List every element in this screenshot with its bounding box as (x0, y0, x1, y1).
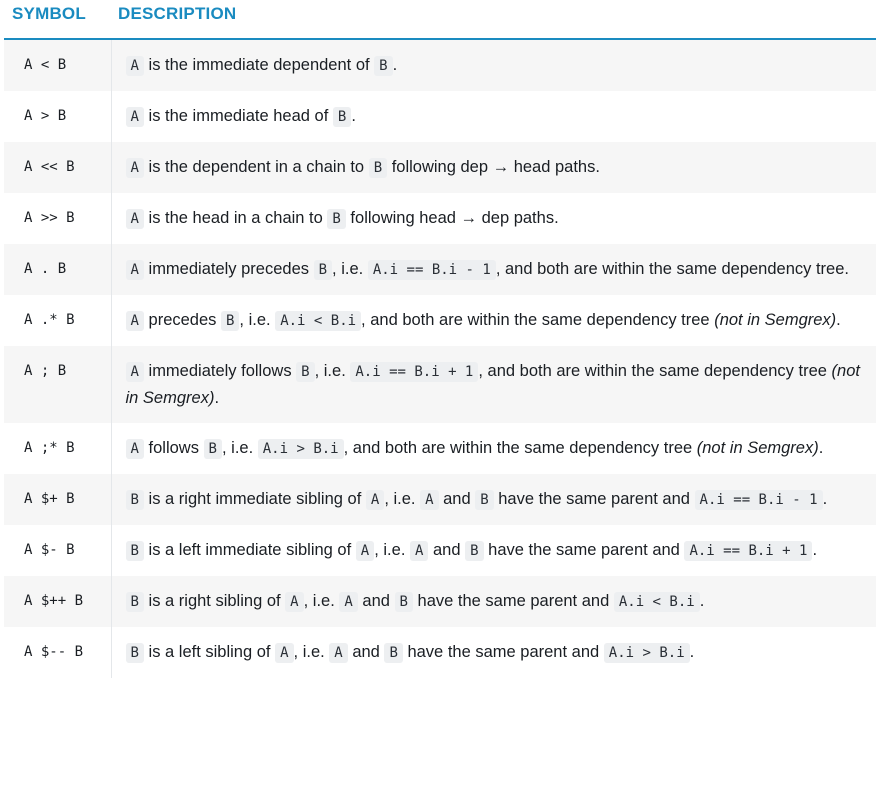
inline-code: B (374, 56, 392, 76)
table-row (4, 423, 876, 474)
inline-code: A (329, 643, 347, 663)
description-text: is the immediate dependent of (143, 56, 375, 74)
description-text: , and both are within the same dependency tree (343, 439, 697, 457)
description-text: have the same parent and (483, 541, 685, 559)
table-row (4, 576, 876, 627)
inline-code: B (126, 592, 144, 612)
symbol-cell: A ;* B (4, 423, 111, 474)
description-cell (111, 474, 876, 525)
symbol-cell: A . B (4, 244, 111, 295)
inline-code: B (221, 311, 239, 331)
description-text: . (812, 541, 818, 559)
symbol-cell: A $+ B (4, 474, 111, 525)
inline-code: A (339, 592, 357, 612)
inline-code: A.i == B.i + 1 (684, 541, 812, 561)
inline-code: A (126, 439, 144, 459)
inline-code: A (126, 362, 144, 382)
description-text: . (351, 107, 356, 125)
table-row (4, 474, 876, 525)
symbol-cell: A $-- B (4, 627, 111, 678)
description-text: have the same parent and (412, 592, 614, 610)
description-text: , i.e. (239, 311, 276, 329)
inline-code: A.i > B.i (258, 439, 344, 459)
inline-code: A (410, 541, 428, 561)
symbol-cell: A < B (4, 39, 111, 91)
description-text: is the head in a chain to (143, 209, 328, 227)
description-text: . (392, 56, 398, 74)
operator-table (4, 0, 876, 678)
inline-code: A.i == B.i - 1 (695, 490, 823, 510)
inline-code: B (126, 541, 144, 561)
table-row (4, 193, 876, 244)
description-cell (111, 627, 876, 678)
description-text: , i.e. (221, 439, 258, 457)
inline-code: B (475, 490, 493, 510)
inline-code: B (327, 209, 345, 229)
description-cell (111, 142, 876, 193)
symbol-cell: A $++ B (4, 576, 111, 627)
inline-code: B (126, 490, 144, 510)
inline-code: B (465, 541, 483, 561)
description-text: and (347, 643, 385, 661)
symbol-cell: A << B (4, 142, 111, 193)
inline-code: B (314, 260, 332, 280)
description-cell (111, 193, 876, 244)
inline-code: A (126, 107, 144, 127)
inline-code: A (366, 490, 384, 510)
description-text: , i.e. (303, 592, 340, 610)
description-text: is a right immediate sibling of (143, 490, 366, 508)
table-row (4, 346, 876, 423)
inline-code: A.i < B.i (275, 311, 361, 331)
inline-code: B (369, 158, 387, 178)
description-text: is the immediate head of (143, 107, 333, 125)
description-text: follows (143, 439, 204, 457)
header-row (4, 0, 876, 39)
inline-code: B (384, 643, 402, 663)
description-text: and (428, 541, 466, 559)
inline-code: A.i == B.i - 1 (368, 260, 496, 280)
table-row (4, 39, 876, 91)
inline-code: A (420, 490, 438, 510)
table-row (4, 295, 876, 346)
inline-code: A (126, 158, 144, 178)
description-text: immediately follows (143, 362, 297, 380)
description-text: , i.e. (314, 362, 351, 380)
inline-code: A (126, 56, 144, 76)
description-text: and (438, 490, 476, 508)
description-cell (111, 576, 876, 627)
description-text: immediately precedes (143, 260, 314, 278)
emphasis-text: (not in Semgrex) (696, 439, 819, 457)
table-row (4, 525, 876, 576)
description-cell (111, 346, 876, 423)
description-text: . (689, 643, 695, 661)
description-text: . (818, 439, 824, 457)
description-text: , and both are within the same dependency tree (478, 362, 832, 380)
description-text: . (836, 311, 841, 329)
inline-code: A (356, 541, 374, 561)
description-text: is a left immediate sibling of (143, 541, 356, 559)
table-row (4, 142, 876, 193)
description-text: and (357, 592, 395, 610)
description-text: . (699, 592, 705, 610)
description-text: following dep → head paths. (387, 158, 600, 176)
description-text: is a left sibling of (143, 643, 276, 661)
description-text: , i.e. (384, 490, 421, 508)
inline-code: A (285, 592, 303, 612)
inline-code: A (126, 209, 144, 229)
table-body (4, 39, 876, 678)
emphasis-text: (not in Semgrex) (125, 362, 860, 407)
inline-code: A (275, 643, 293, 663)
description-text: , and both are within the same dependency tree. (495, 260, 849, 278)
description-text: is a right sibling of (143, 592, 286, 610)
emphasis-text: (not in Semgrex) (714, 311, 837, 329)
symbol-cell: A >> B (4, 193, 111, 244)
description-text: , i.e. (332, 260, 368, 278)
description-cell (111, 244, 876, 295)
inline-code: B (126, 643, 144, 663)
table-row (4, 627, 876, 678)
table-row (4, 244, 876, 295)
description-cell (111, 39, 876, 91)
description-cell (111, 525, 876, 576)
inline-code: B (395, 592, 413, 612)
description-cell (111, 423, 876, 474)
description-text: following head → dep paths. (345, 209, 559, 227)
inline-code: B (333, 107, 351, 127)
header-symbol: SYMBOL (4, 0, 111, 39)
inline-code: B (204, 439, 222, 459)
inline-code: B (296, 362, 314, 382)
description-cell (111, 295, 876, 346)
description-text: is the dependent in a chain to (143, 158, 369, 176)
description-text: . (214, 389, 220, 407)
description-text: . (822, 490, 828, 508)
description-text: , i.e. (374, 541, 410, 559)
symbol-cell: A > B (4, 91, 111, 142)
symbol-cell: A ; B (4, 346, 111, 423)
description-text: , i.e. (293, 643, 330, 661)
description-text: , and both are within the same dependency tree (361, 311, 715, 329)
inline-code: A (126, 260, 144, 280)
table-row (4, 91, 876, 142)
header-description: DESCRIPTION (111, 0, 876, 39)
table-header (4, 0, 876, 39)
symbol-cell: A .* B (4, 295, 111, 346)
description-text: have the same parent and (402, 643, 604, 661)
description-text: precedes (143, 311, 221, 329)
inline-code: A (126, 311, 144, 331)
description-cell (111, 91, 876, 142)
inline-code: A.i < B.i (614, 592, 700, 612)
inline-code: A.i == B.i + 1 (350, 362, 478, 382)
symbol-cell: A $- B (4, 525, 111, 576)
description-text: have the same parent and (493, 490, 695, 508)
inline-code: A.i > B.i (604, 643, 690, 663)
